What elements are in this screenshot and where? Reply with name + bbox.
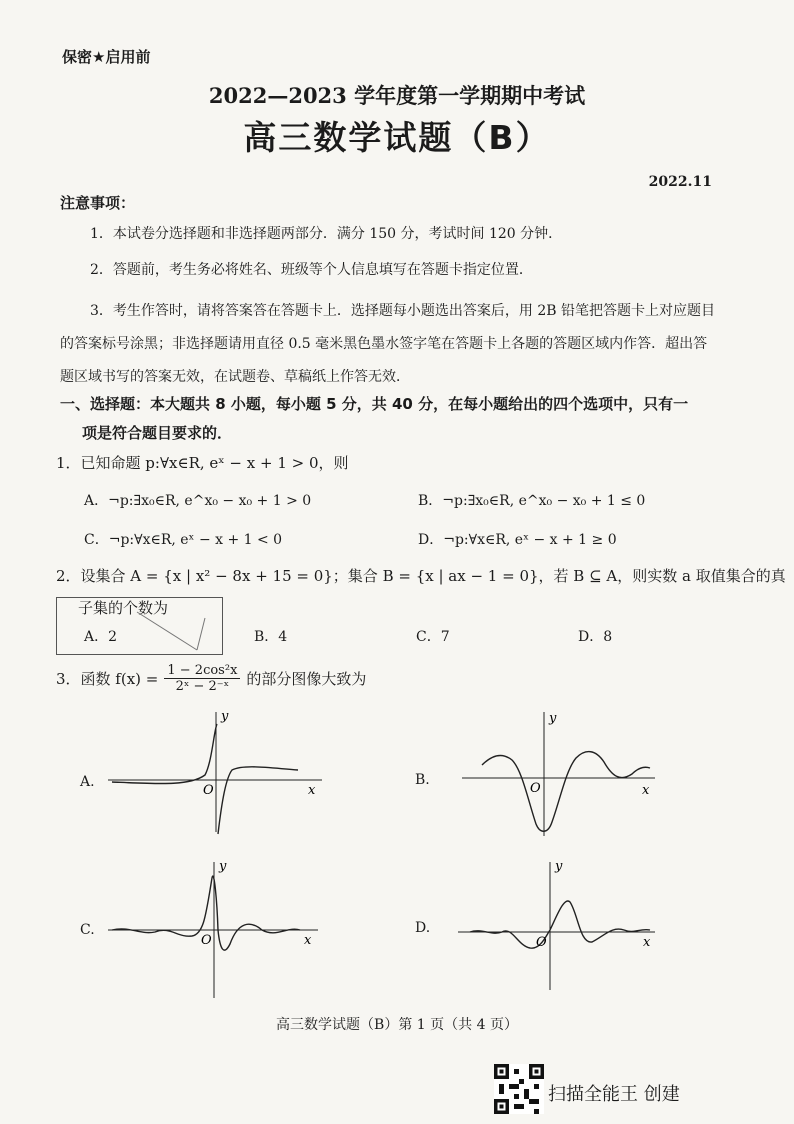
graph-b-x-label: x <box>642 783 650 798</box>
page-title: 高三数学试题（B） <box>243 118 551 157</box>
graph-d <box>458 859 655 990</box>
graph-a-curve-right <box>218 767 298 834</box>
question-2-stem-continued: 子集的个数为 <box>78 599 169 617</box>
graph-d-y-label: y <box>555 859 563 874</box>
confidential-label: 保密★启用前 <box>62 48 151 66</box>
question-1-option-c: C．¬p:∀x∈R, eˣ − x + 1 < 0 <box>84 532 283 548</box>
graph-c <box>108 859 318 998</box>
question-2-option-c: C．7 <box>416 629 450 645</box>
graph-c-x-label: x <box>304 933 312 948</box>
graph-d-label: D. <box>415 920 431 936</box>
graph-a-origin: O <box>203 783 214 798</box>
graph-b <box>462 711 655 836</box>
notice-item-1: 1．本试卷分选择题和非选择题两部分．满分 150 分，考试时间 120 分钟． <box>90 226 563 242</box>
fraction-numerator: 1 − 2cos²x <box>164 663 240 679</box>
question-2-option-d: D．8 <box>578 629 613 645</box>
question-1-option-d: D．¬p:∀x∈R, eˣ − x + 1 ≥ 0 <box>418 532 617 548</box>
graph-a-x-label: x <box>308 783 316 798</box>
graph-a <box>108 709 322 834</box>
question-1-option-b: B．¬p:∃x₀∈R, e^x₀ − x₀ + 1 ≤ 0 <box>418 493 646 509</box>
section-heading-line2: 项是符合题目要求的． <box>82 424 233 442</box>
question-2-option-b: B．4 <box>254 629 288 645</box>
question-3-prefix: 3．函数 f(x) = <box>56 670 159 688</box>
question-2-option-a: A．2 <box>84 629 118 645</box>
graph-d-curve <box>470 901 650 948</box>
graph-b-origin: O <box>530 781 541 796</box>
page-footer: 高三数学试题（B）第 1 页（共 4 页） <box>276 1017 518 1033</box>
graph-a-y-label: y <box>221 709 229 724</box>
qr-code-icon <box>494 1064 544 1114</box>
notice-item-3: 3．考生作答时，请将答案答在答题卡上．选择题每小题选出答案后，用 2B 铅笔把答题卡上对应题目的答案标号涂黑；非选择题请用直径 0.5 毫米黑色墨水签字笔在答题卡上各题的答题区域内作答．超出答题区域书写的答案无效，在试题卷、草稿纸上作答无效． <box>60 303 716 385</box>
graph-c-origin: O <box>201 933 212 948</box>
graph-b-y-label: y <box>549 711 557 726</box>
notice-heading: 注意事项： <box>60 194 136 212</box>
question-1-option-a: A．¬p:∃x₀∈R, e^x₀ − x₀ + 1 > 0 <box>84 493 312 509</box>
graph-b-label: B. <box>415 772 430 788</box>
graph-c-label: C. <box>80 922 95 938</box>
scanner-watermark: 扫描全能王 创建 <box>548 1084 680 1105</box>
graph-d-x-label: x <box>643 935 651 950</box>
notice-item-2: 2．答题前，考生务必将姓名、班级等个人信息填写在答题卡指定位置． <box>90 262 533 278</box>
section-heading-line1: 一、选择题：本大题共 8 小题，每小题 5 分，共 40 分，在每小题给出的四个选项中，只有一 <box>60 395 689 413</box>
exam-date: 2022.11 <box>648 174 712 190</box>
graph-d-origin: O <box>536 935 547 950</box>
fraction-denominator: 2ˣ − 2⁻ˣ <box>175 679 230 694</box>
graph-a-label: A. <box>80 774 95 790</box>
graph-a-curve-left <box>112 724 217 784</box>
graph-b-curve <box>482 752 650 832</box>
graph-c-y-label: y <box>219 859 227 874</box>
question-2-stem: 2．设集合 A = {x | x² − 8x + 15 = 0}；集合 B = {x | ax − 1 = 0}，若 B ⊆ A，则实数 a 取值集合的真 <box>56 567 786 585</box>
question-3-suffix: 的部分图像大致为 <box>246 670 367 688</box>
question-1-stem: 1．已知命题 p:∀x∈R, eˣ − x + 1 > 0，则 <box>56 454 349 472</box>
exam-year-title: 2022—2023 学年度第一学期期中考试 <box>208 83 586 108</box>
